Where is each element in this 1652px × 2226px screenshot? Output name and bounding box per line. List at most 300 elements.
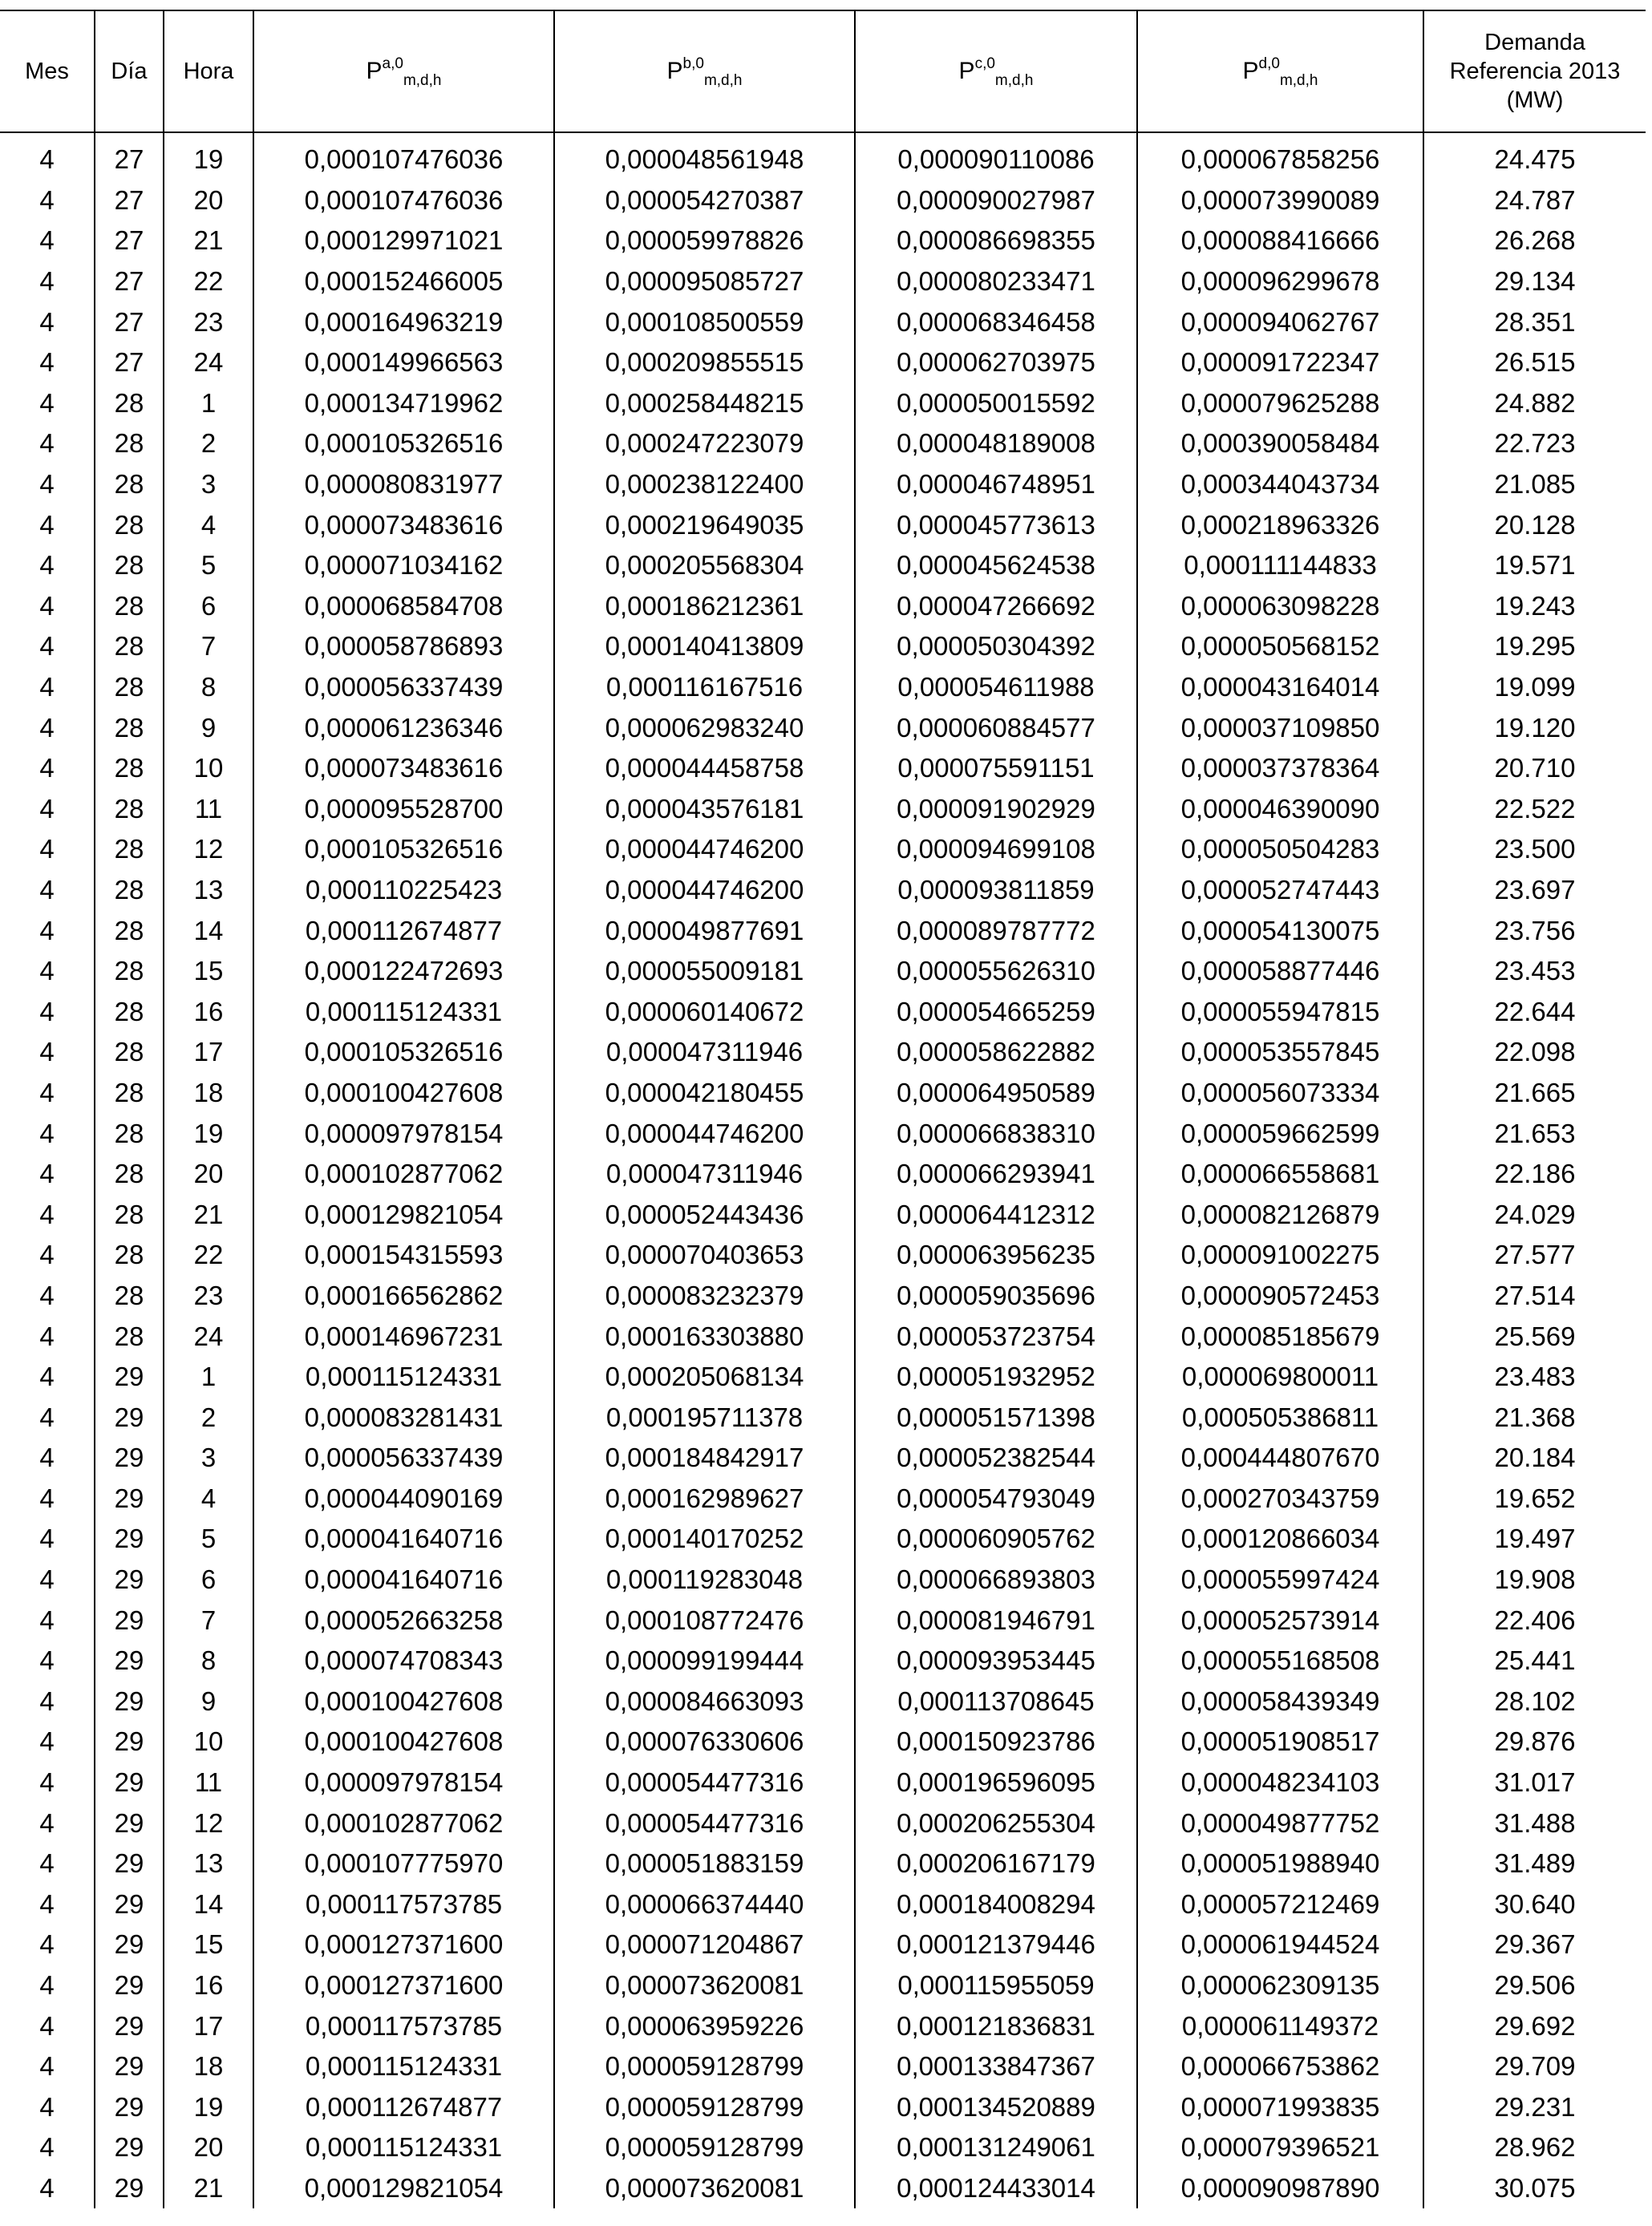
cell-dia: 28 (95, 789, 164, 830)
cell-pd: 0,000061944524 (1137, 1924, 1423, 1965)
cell-pc: 0,000184008294 (855, 1884, 1137, 1925)
cell-dia: 28 (95, 504, 164, 545)
cell-pc: 0,000060884577 (855, 707, 1137, 748)
cell-pb: 0,000044746200 (554, 870, 855, 911)
cell-pc: 0,000081946791 (855, 1600, 1137, 1641)
table-row (0, 180, 1646, 221)
cell-dia: 28 (95, 870, 164, 911)
cell-mes: 4 (39, 1929, 55, 1960)
cell-hora: 19 (164, 2087, 253, 2128)
table-row (0, 951, 1646, 992)
cell-pc: 0,000206255304 (855, 1803, 1137, 1844)
cell-dia: 29 (95, 1560, 164, 1601)
cell-mes: 4 (39, 672, 55, 702)
table-row (0, 2087, 1646, 2128)
cell-pd: 0,000073990089 (1137, 180, 1423, 221)
cell-dia: 28 (95, 991, 164, 1032)
cell-pd: 0,000094062767 (1137, 302, 1423, 342)
cell-hora: 20 (164, 2127, 253, 2168)
cell-pb: 0,000205568304 (554, 545, 855, 586)
cell-pa: 0,000107476036 (253, 180, 554, 221)
cell-pc: 0,000196596095 (855, 1763, 1137, 1803)
table-row (0, 1600, 1646, 1641)
table-row (0, 1884, 1646, 1925)
cell-hora: 14 (164, 910, 253, 951)
cell-hora: 18 (164, 2046, 253, 2087)
cell-pc: 0,000080233471 (855, 261, 1137, 302)
table-row (0, 132, 1646, 180)
cell-pc: 0,000068346458 (855, 302, 1137, 342)
cell-dia: 28 (95, 748, 164, 789)
cell-pc: 0,000090027987 (855, 180, 1137, 221)
cell-demanda: 31.017 (1423, 1763, 1646, 1803)
cell-pc: 0,000054611988 (855, 667, 1137, 708)
cell-pc: 0,000131249061 (855, 2127, 1137, 2168)
cell-pb: 0,000047311946 (554, 1032, 855, 1073)
cell-pd: 0,000055168508 (1137, 1641, 1423, 1682)
cell-pa: 0,000100427608 (253, 1682, 554, 1722)
header-row (0, 10, 1646, 132)
cell-hora: 22 (164, 261, 253, 302)
cell-demanda: 31.489 (1423, 1844, 1646, 1884)
cell-pc: 0,000060905762 (855, 1519, 1137, 1560)
cell-dia: 29 (95, 2087, 164, 2128)
cell-hora: 22 (164, 1235, 253, 1276)
cell-dia: 28 (95, 951, 164, 992)
cell-hora: 20 (164, 180, 253, 221)
cell-pb: 0,000083232379 (554, 1276, 855, 1317)
cell-pa: 0,000061236346 (253, 707, 554, 748)
cell-pa: 0,000117573785 (253, 2005, 554, 2046)
cell-demanda: 26.515 (1423, 342, 1646, 383)
cell-pb: 0,000066374440 (554, 1884, 855, 1925)
table-header (0, 10, 1646, 132)
cell-demanda: 29.709 (1423, 2046, 1646, 2087)
cell-pd: 0,000088416666 (1137, 221, 1423, 261)
cell-pd: 0,000048234103 (1137, 1763, 1423, 1803)
cell-dia: 28 (95, 383, 164, 424)
cell-pc: 0,000064412312 (855, 1194, 1137, 1235)
cell-pa: 0,000117573785 (253, 1884, 554, 1925)
cell-pd: 0,000344043734 (1137, 464, 1423, 505)
cell-dia: 29 (95, 1438, 164, 1479)
cell-pb: 0,000163303880 (554, 1316, 855, 1357)
cell-pc: 0,000047266692 (855, 586, 1137, 627)
cell-dia: 29 (95, 2168, 164, 2209)
cell-pb: 0,000063959226 (554, 2005, 855, 2046)
cell-pb: 0,000258448215 (554, 383, 855, 424)
cell-pa: 0,000080831977 (253, 464, 554, 505)
cell-dia: 29 (95, 1397, 164, 1438)
cell-pb: 0,000060140672 (554, 991, 855, 1032)
table-row (0, 1276, 1646, 1317)
cell-pa: 0,000166562862 (253, 1276, 554, 1317)
cell-pd: 0,000085185679 (1137, 1316, 1423, 1357)
cell-pb: 0,000071204867 (554, 1924, 855, 1965)
cell-pb: 0,000186212361 (554, 586, 855, 627)
cell-hora: 17 (164, 1032, 253, 1073)
cell-pa: 0,000146967231 (253, 1316, 554, 1357)
cell-demanda: 19.295 (1423, 626, 1646, 667)
cell-pb: 0,000140170252 (554, 1519, 855, 1560)
table-row (0, 870, 1646, 911)
cell-demanda: 21.653 (1423, 1113, 1646, 1154)
cell-mes: 4 (39, 225, 55, 256)
cell-mes: 4 (39, 184, 55, 215)
table-row (0, 991, 1646, 1032)
cell-pd: 0,000505386811 (1137, 1397, 1423, 1438)
cell-pb: 0,000051883159 (554, 1844, 855, 1884)
cell-hora: 9 (164, 707, 253, 748)
cell-dia: 27 (95, 221, 164, 261)
cell-pb: 0,000059978826 (554, 221, 855, 261)
cell-pa: 0,000107775970 (253, 1844, 554, 1884)
cell-pd: 0,000055997424 (1137, 1560, 1423, 1601)
cell-pc: 0,000133847367 (855, 2046, 1137, 2087)
cell-mes: 4 (39, 996, 55, 1026)
table-row (0, 626, 1646, 667)
cell-mes: 4 (39, 753, 55, 783)
cell-mes: 4 (39, 1362, 55, 1392)
cell-pc: 0,000052382544 (855, 1438, 1137, 1479)
header-pb-sup: b,0 (682, 55, 704, 72)
cell-dia: 28 (95, 1276, 164, 1317)
table-row (0, 1519, 1646, 1560)
cell-pd: 0,000091722347 (1137, 342, 1423, 383)
cell-mes: 4 (39, 509, 55, 540)
cell-pc: 0,000055626310 (855, 951, 1137, 992)
header-pa-base: P (366, 58, 383, 84)
header-dia: Día (95, 10, 164, 132)
cell-hora: 15 (164, 951, 253, 992)
cell-pa: 0,000115124331 (253, 2046, 554, 2087)
cell-hora: 1 (164, 1357, 253, 1398)
table-row (0, 1357, 1646, 1398)
table-row (0, 1924, 1646, 1965)
cell-pc: 0,000054665259 (855, 991, 1137, 1032)
cell-dia: 29 (95, 1600, 164, 1641)
cell-demanda: 24.882 (1423, 383, 1646, 424)
cell-pa: 0,000110225423 (253, 870, 554, 911)
header-pb (554, 10, 855, 132)
cell-mes: 4 (39, 915, 55, 945)
cell-pd: 0,000079625288 (1137, 383, 1423, 424)
cell-pd: 0,000082126879 (1137, 1194, 1423, 1235)
cell-pa: 0,000102877062 (253, 1803, 554, 1844)
cell-pa: 0,000112674877 (253, 910, 554, 951)
cell-hora: 1 (164, 383, 253, 424)
cell-demanda: 22.522 (1423, 789, 1646, 830)
cell-mes: 4 (39, 1645, 55, 1676)
header-pb-sub: m,d,h (703, 72, 743, 89)
cell-mes: 4 (39, 1118, 55, 1148)
cell-dia: 28 (95, 1113, 164, 1154)
cell-pd: 0,000091002275 (1137, 1235, 1423, 1276)
cell-hora: 16 (164, 991, 253, 1032)
cell-pd: 0,000056073334 (1137, 1073, 1423, 1114)
cell-demanda: 23.756 (1423, 910, 1646, 951)
cell-dia: 29 (95, 2127, 164, 2168)
cell-dia: 28 (95, 586, 164, 627)
table-row (0, 1113, 1646, 1154)
cell-pa: 0,000115124331 (253, 2127, 554, 2168)
cell-pb: 0,000116167516 (554, 667, 855, 708)
cell-mes: 4 (39, 1767, 55, 1798)
cell-pb: 0,000043576181 (554, 789, 855, 830)
cell-demanda: 21.368 (1423, 1397, 1646, 1438)
cell-pd: 0,000037378364 (1137, 748, 1423, 789)
cell-dia: 27 (95, 132, 164, 180)
cell-hora: 7 (164, 1600, 253, 1641)
header-pa-sup: a,0 (382, 55, 403, 72)
cell-demanda: 23.500 (1423, 829, 1646, 870)
cell-hora: 17 (164, 2005, 253, 2046)
cell-hora: 20 (164, 1154, 253, 1195)
cell-demanda: 22.186 (1423, 1154, 1646, 1195)
cell-pa: 0,000100427608 (253, 1073, 554, 1114)
cell-pc: 0,000121379446 (855, 1924, 1137, 1965)
cell-pc: 0,000048189008 (855, 423, 1137, 464)
cell-pb: 0,000205068134 (554, 1357, 855, 1398)
cell-pb: 0,000049877691 (554, 910, 855, 951)
cell-dia: 28 (95, 1073, 164, 1114)
cell-pa: 0,000127371600 (253, 1924, 554, 1965)
cell-dia: 28 (95, 707, 164, 748)
cell-dia: 29 (95, 1479, 164, 1520)
table-row (0, 1803, 1646, 1844)
cell-dia: 28 (95, 626, 164, 667)
cell-hora: 19 (164, 1113, 253, 1154)
cell-pb: 0,000055009181 (554, 951, 855, 992)
table-row (0, 423, 1646, 464)
cell-demanda: 28.962 (1423, 2127, 1646, 2168)
cell-pc: 0,000059035696 (855, 1276, 1137, 1317)
cell-demanda: 19.652 (1423, 1479, 1646, 1520)
cell-pd: 0,000090572453 (1137, 1276, 1423, 1317)
cell-demanda: 19.120 (1423, 707, 1646, 748)
cell-mes: 4 (39, 590, 55, 621)
cell-demanda: 23.453 (1423, 951, 1646, 992)
cell-dia: 29 (95, 1357, 164, 1398)
cell-demanda: 29.134 (1423, 261, 1646, 302)
table-body (0, 132, 1646, 2208)
cell-mes: 4 (39, 834, 55, 864)
cell-dia: 27 (95, 180, 164, 221)
cell-pa: 0,000127371600 (253, 1965, 554, 2006)
cell-pd: 0,000444807670 (1137, 1438, 1423, 1479)
cell-pb: 0,000059128799 (554, 2127, 855, 2168)
cell-demanda: 23.483 (1423, 1357, 1646, 1398)
cell-pa: 0,000134719962 (253, 383, 554, 424)
cell-pd: 0,000061149372 (1137, 2005, 1423, 2046)
cell-hora: 10 (164, 1722, 253, 1763)
cell-pc: 0,000045773613 (855, 504, 1137, 545)
cell-mes: 4 (39, 2010, 55, 2041)
cell-pc: 0,000050015592 (855, 383, 1137, 424)
cell-pd: 0,000062309135 (1137, 1965, 1423, 2006)
cell-demanda: 27.577 (1423, 1235, 1646, 1276)
table-row (0, 545, 1646, 586)
cell-pc: 0,000093811859 (855, 870, 1137, 911)
cell-pb: 0,000195711378 (554, 1397, 855, 1438)
table-row (0, 1965, 1646, 2006)
cell-pc: 0,000091902929 (855, 789, 1137, 830)
header-pc-sub: m,d,h (994, 72, 1034, 89)
cell-pa: 0,000100427608 (253, 1722, 554, 1763)
table-row (0, 221, 1646, 261)
cell-demanda: 29.506 (1423, 1965, 1646, 2006)
cell-pc: 0,000058622882 (855, 1032, 1137, 1073)
cell-dia: 29 (95, 1682, 164, 1722)
cell-pd: 0,000058439349 (1137, 1682, 1423, 1722)
table-row (0, 342, 1646, 383)
cell-dia: 29 (95, 1965, 164, 2006)
table-row (0, 2005, 1646, 2046)
cell-pc: 0,000086698355 (855, 221, 1137, 261)
cell-demanda: 21.085 (1423, 464, 1646, 505)
table-row (0, 1722, 1646, 1763)
cell-dia: 28 (95, 829, 164, 870)
header-pd (1137, 10, 1423, 132)
cell-mes: 4 (39, 793, 55, 824)
cell-demanda: 20.184 (1423, 1438, 1646, 1479)
demand-table (0, 10, 1646, 2208)
cell-hora: 3 (164, 464, 253, 505)
cell-pa: 0,000073483616 (253, 504, 554, 545)
cell-demanda: 24.475 (1423, 132, 1646, 180)
cell-mes: 4 (39, 1321, 55, 1351)
cell-pd: 0,000066753862 (1137, 2046, 1423, 2087)
cell-mes: 4 (39, 1888, 55, 1919)
cell-pc: 0,000066838310 (855, 1113, 1137, 1154)
header-pd-sup: d,0 (1258, 55, 1280, 72)
cell-demanda: 29.367 (1423, 1924, 1646, 1965)
cell-hora: 2 (164, 423, 253, 464)
table-row (0, 667, 1646, 708)
cell-demanda: 28.351 (1423, 302, 1646, 342)
cell-demanda: 22.098 (1423, 1032, 1646, 1073)
cell-dia: 29 (95, 1641, 164, 1682)
cell-demanda: 19.908 (1423, 1560, 1646, 1601)
cell-hora: 13 (164, 870, 253, 911)
cell-demanda: 27.514 (1423, 1276, 1646, 1317)
cell-dia: 28 (95, 1194, 164, 1235)
cell-pa: 0,000112674877 (253, 2087, 554, 2128)
cell-hora: 12 (164, 829, 253, 870)
header-demanda-line1: Demanda (1484, 30, 1585, 55)
cell-mes: 4 (39, 428, 55, 459)
cell-hora: 11 (164, 1763, 253, 1803)
cell-hora: 11 (164, 789, 253, 830)
cell-mes: 4 (39, 144, 55, 175)
table-row (0, 1479, 1646, 1520)
cell-hora: 7 (164, 626, 253, 667)
cell-dia: 28 (95, 910, 164, 951)
header-pa-sub: m,d,h (403, 72, 442, 89)
cell-mes: 4 (39, 1726, 55, 1757)
cell-mes: 4 (39, 1524, 55, 1554)
cell-mes: 4 (39, 1037, 55, 1067)
cell-pa: 0,000102877062 (253, 1154, 554, 1195)
cell-pd: 0,000120866034 (1137, 1519, 1423, 1560)
cell-dia: 29 (95, 1519, 164, 1560)
cell-pb: 0,000119283048 (554, 1560, 855, 1601)
cell-demanda: 22.644 (1423, 991, 1646, 1032)
cell-mes: 4 (39, 874, 55, 905)
cell-pa: 0,000115124331 (253, 991, 554, 1032)
cell-pd: 0,000046390090 (1137, 789, 1423, 830)
cell-pd: 0,000270343759 (1137, 1479, 1423, 1520)
cell-pa: 0,000073483616 (253, 748, 554, 789)
cell-mes: 4 (39, 1564, 55, 1595)
cell-dia: 28 (95, 423, 164, 464)
table-row (0, 829, 1646, 870)
cell-hora: 4 (164, 504, 253, 545)
cell-demanda: 20.710 (1423, 748, 1646, 789)
cell-hora: 21 (164, 1194, 253, 1235)
cell-pd: 0,000054130075 (1137, 910, 1423, 951)
header-demanda (1423, 10, 1646, 132)
table-row (0, 1560, 1646, 1601)
cell-pb: 0,000076330606 (554, 1722, 855, 1763)
cell-mes: 4 (39, 1807, 55, 1838)
cell-pc: 0,000113708645 (855, 1682, 1137, 1722)
cell-pc: 0,000062703975 (855, 342, 1137, 383)
cell-pb: 0,000140413809 (554, 626, 855, 667)
cell-pc: 0,000066293941 (855, 1154, 1137, 1195)
cell-dia: 29 (95, 2005, 164, 2046)
cell-pd: 0,000052573914 (1137, 1600, 1423, 1641)
cell-pb: 0,000044458758 (554, 748, 855, 789)
cell-pc: 0,000134520889 (855, 2087, 1137, 2128)
cell-demanda: 30.640 (1423, 1884, 1646, 1925)
cell-hora: 24 (164, 1316, 253, 1357)
cell-pb: 0,000247223079 (554, 423, 855, 464)
table-row (0, 1641, 1646, 1682)
cell-pa: 0,000056337439 (253, 667, 554, 708)
cell-pd: 0,000066558681 (1137, 1154, 1423, 1195)
cell-pb: 0,000042180455 (554, 1073, 855, 1114)
cell-pa: 0,000107476036 (253, 132, 554, 180)
header-demanda-line2: Referencia 2013 (1449, 59, 1621, 84)
cell-demanda: 25.569 (1423, 1316, 1646, 1357)
cell-pc: 0,000053723754 (855, 1316, 1137, 1357)
cell-hora: 10 (164, 748, 253, 789)
cell-hora: 19 (164, 132, 253, 180)
cell-pb: 0,000184842917 (554, 1438, 855, 1479)
cell-pc: 0,000066893803 (855, 1560, 1137, 1601)
cell-hora: 2 (164, 1397, 253, 1438)
cell-pa: 0,000071034162 (253, 545, 554, 586)
cell-demanda: 24.787 (1423, 180, 1646, 221)
cell-pb: 0,000048561948 (554, 132, 855, 180)
cell-mes: 4 (39, 1443, 55, 1473)
cell-hora: 5 (164, 1519, 253, 1560)
cell-dia: 28 (95, 1316, 164, 1357)
cell-dia: 28 (95, 667, 164, 708)
cell-pa: 0,000122472693 (253, 951, 554, 992)
cell-mes: 4 (39, 306, 55, 337)
cell-pa: 0,000154315593 (253, 1235, 554, 1276)
cell-pa: 0,000105326516 (253, 829, 554, 870)
cell-pc: 0,000045624538 (855, 545, 1137, 586)
cell-demanda: 31.488 (1423, 1803, 1646, 1844)
cell-demanda: 19.571 (1423, 545, 1646, 586)
cell-pa: 0,000083281431 (253, 1397, 554, 1438)
cell-pb: 0,000095085727 (554, 261, 855, 302)
cell-pd: 0,000063098228 (1137, 586, 1423, 627)
cell-pa: 0,000058786893 (253, 626, 554, 667)
